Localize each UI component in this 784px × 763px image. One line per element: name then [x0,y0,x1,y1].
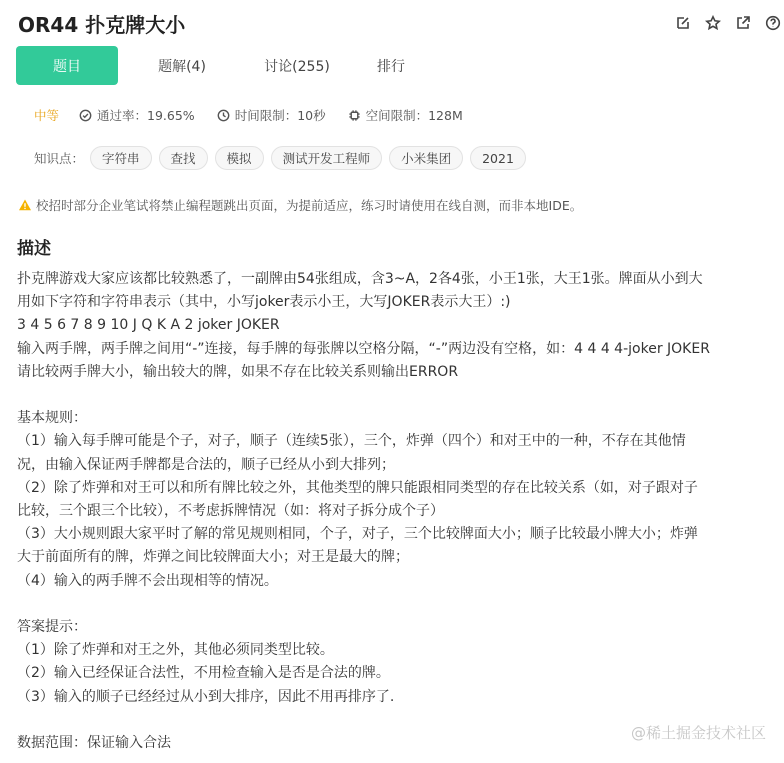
title-bar [18,6,784,40]
tag-item[interactable]: 小米集团 [389,146,463,170]
description-line: 扑克牌游戏大家应该都比较熟悉了，一副牌由54张组成，含3~A，2各4张，小王1张，大王1张。牌面从小到大 [17,271,703,287]
description-line: 况，由输入保证两手牌都是合法的，顺子已经从小到大排列； [17,456,395,473]
description-line [17,593,769,616]
description-line: 大于前面所有的牌，炸弹之间比较牌面大小；对王是最大的牌； [17,549,409,566]
description-line: （2）除了炸弹和对王可以和所有牌比较之外，其他类型的牌只能跟相同类型的存在比较关系（如，对子跟对子 [17,479,698,496]
pass-rate [79,106,195,124]
description-line: 比较，三个跟三个比较），不考虑拆牌情况（如：将对子拆分成个子） [17,503,444,520]
memory-limit-text: 空间限制：128M [365,108,463,123]
description-line: （4）输入的两手牌不会出现相等的情况。 [17,572,278,589]
clock-icon [217,109,230,122]
memory-limit [348,106,463,124]
description-body [17,268,769,755]
tag-item[interactable]: 模拟 [215,146,264,170]
tag-item[interactable]: 字符串 [90,146,152,170]
tag-item[interactable]: 2021 [470,146,526,170]
title-actions [672,12,784,34]
share-icon[interactable] [732,12,754,34]
warning-icon [18,198,32,212]
tab-ranking[interactable]: 排行 [377,58,405,75]
description-line: 用如下字符和字符串表示（其中，小写joker表示小王，大写JOKER表示大王）:) [17,294,511,311]
description-line: 答案提示： [17,619,87,636]
description-line: 输入两手牌，两手牌之间用“-”连接，每手牌的每张牌以空格分隔，“-”两边没有空格，如：4 4 4 4-joker JOKER [17,340,710,357]
notice-text: 校招时部分企业笔试将禁止编程题跳出页面，为提前适应，练习时请使用在线自测，而非本地IDE。 [36,198,583,213]
description-line: 基本规则： [17,410,87,427]
pass-rate-text: 通过率：19.65% [97,108,195,123]
description-line: （3）大小规则跟大家平时了解的常见规则相同，个子，对子，三个比较牌面大小；顺子比较最小牌大小；炸弹 [17,526,698,543]
watermark: @稀土掘金技术社区 [630,724,766,742]
star-icon[interactable] [702,12,724,34]
tags-label: 知识点： [34,151,85,166]
exam-notice [18,196,582,214]
tag-item[interactable]: 测试开发工程师 [271,146,383,170]
description-line [17,384,769,407]
page-title: OR44 扑克牌大小 [18,12,186,37]
tab-problem[interactable]: 题目 [16,46,118,85]
description-line: （2）输入已经保证合法性，不用检查输入是否是合法的牌。 [17,665,390,682]
description-line: 3 4 5 6 7 8 9 10 J Q K A 2 joker JOKER [17,317,280,334]
description-heading: 描述 [17,239,51,259]
knowledge-tags [34,145,533,171]
edit-icon[interactable] [672,12,694,34]
description-line: 请比较两手牌大小，输出较大的牌，如果不存在比较关系则输出ERROR [17,363,459,380]
problem-meta [34,105,485,125]
description-line: （3）输入的顺子已经经过从小到大排序，因此不用再排序了. [17,688,395,705]
description-line: （1）除了炸弹和对王之外，其他必须同类型比较。 [17,642,334,659]
chip-icon [348,109,361,122]
problem-tabs [16,46,434,85]
difficulty-badge: 中等 [34,108,60,123]
time-limit [217,106,326,124]
tag-item[interactable]: 查找 [159,146,208,170]
time-limit-text: 时间限制：10秒 [234,108,326,123]
tab-discussion[interactable]: 讨论(255) [264,58,330,75]
check-circle-icon [79,109,92,122]
help-icon[interactable] [762,12,784,34]
description-line: 数据范围：保证输入合法 [17,735,171,752]
description-line: （1）输入每手牌可能是个子，对子，顺子（连续5张），三个，炸弹（四个）和对王中的一种，不存在其他情 [17,433,686,450]
tab-solutions[interactable]: 题解(4) [158,58,206,75]
